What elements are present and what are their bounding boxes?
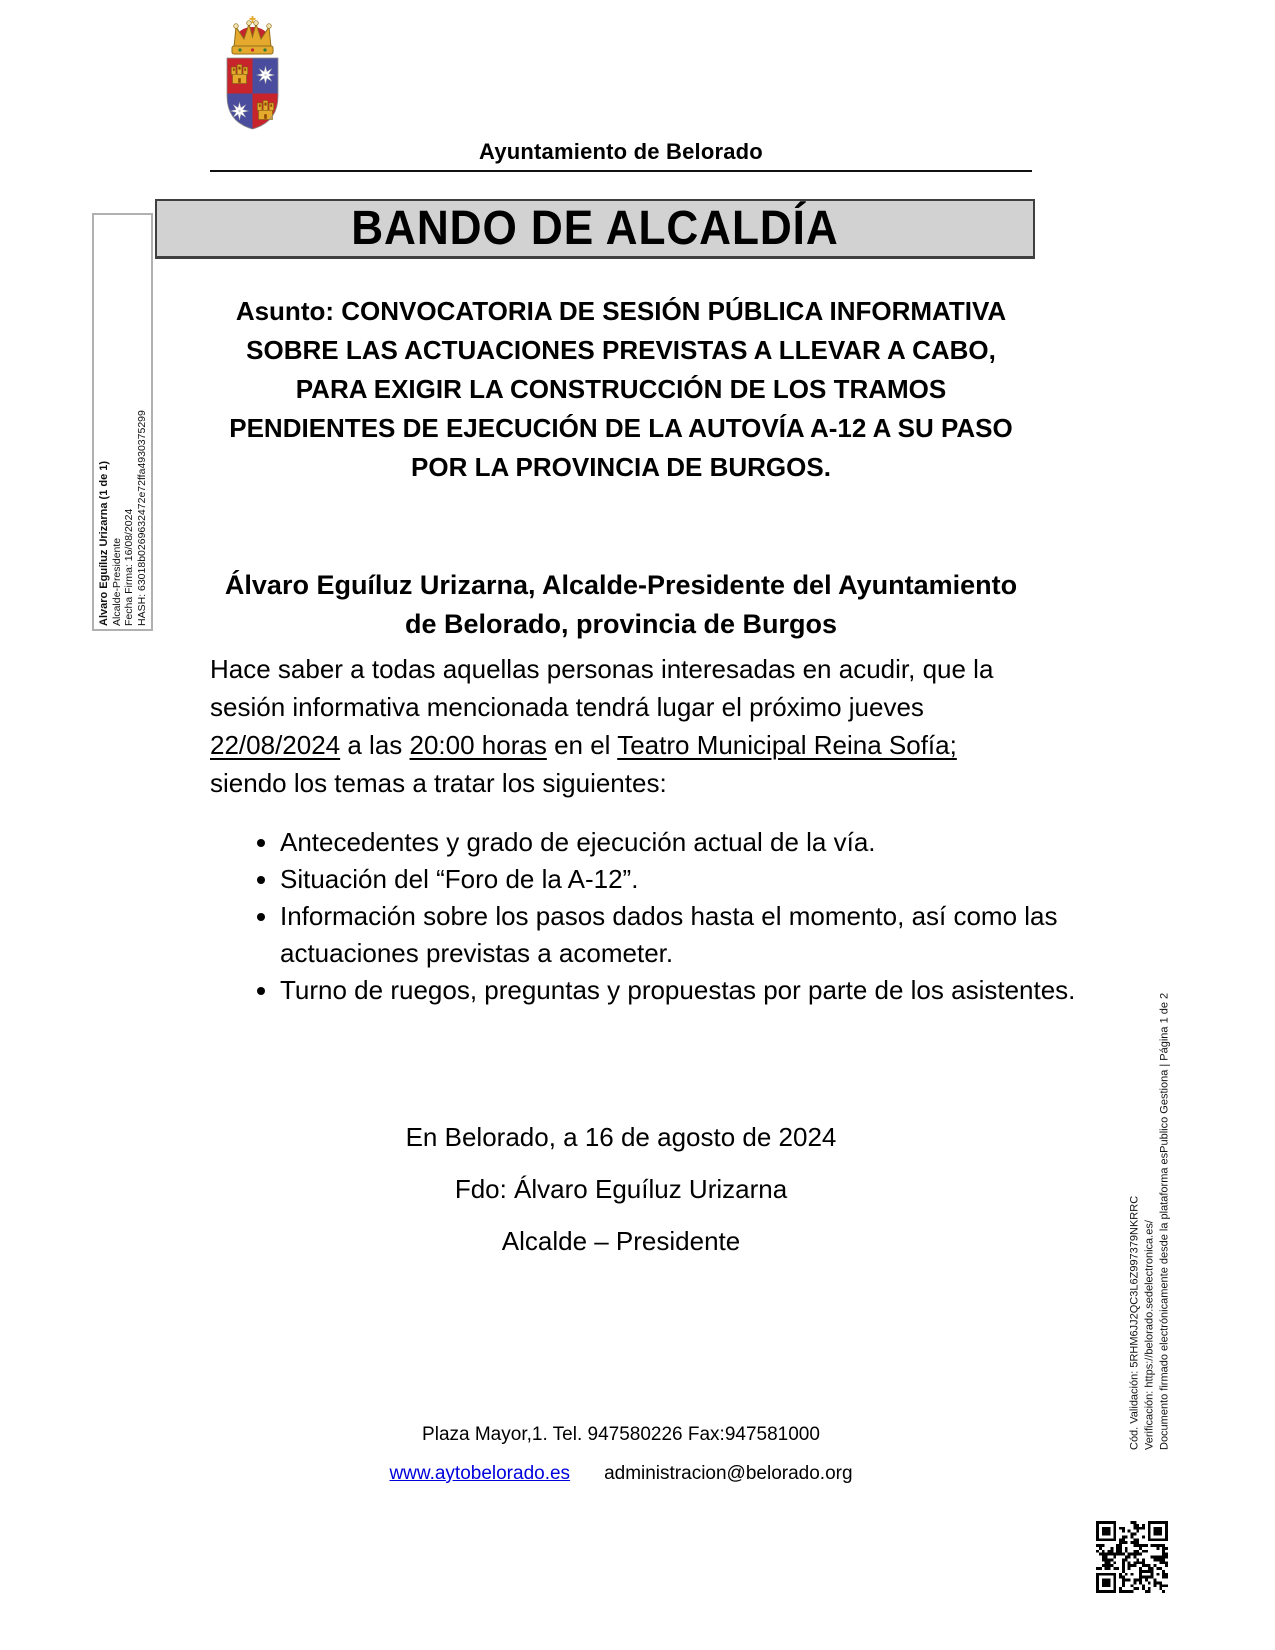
crown-icon: [232, 16, 273, 54]
agenda-item: • Antecedentes y grado de ejecución actual de la vía.: [280, 824, 1102, 861]
closing-signer-role: Alcalde – Presidente: [501, 1226, 741, 1256]
signature-stamp-text: [98, 218, 148, 626]
agenda-item: • Turno de ruegos, preguntas y propuestas por parte de los asistentes.: [280, 972, 1102, 1009]
header-rule: [210, 170, 1032, 172]
website-link[interactable]: www.aytobelorado.es: [389, 1463, 571, 1484]
stamp-signer-role: Alcalde-Presidente: [110, 537, 122, 626]
qr-code: [1096, 1521, 1168, 1593]
validation-strip: [1124, 992, 1176, 1452]
session-time: 20:00 horas: [409, 730, 547, 760]
subject-heading: Asunto: CONVOCATORIA DE SESIÓN PÚBLICA INFORMATIVA SOBRE LAS ACTUACIONES PREVISTAS A LLEVAR A CABO, PARA EXIGIR LA CONSTRUCCIÓN DE LOS TRAMOS PENDIENTES DE EJECUCIÓN DE LA AUTOVÍA A-12 A SU PASO POR LA PROVINCIA DE BURGOS.: [229, 296, 1013, 482]
coat-of-arms-icon: [219, 16, 286, 140]
stamp-signer-name: Alvaro Eguíluz Urizarna (1 de 1): [97, 460, 110, 626]
validation-url: Verificación: https://belorado.sedelectronica.es/: [1143, 1220, 1156, 1450]
intro-seg1: Hace saber a todas aquellas personas interesadas en acudir, que la sesión informativa mencionada tendrá lugar el próximo jueves: [210, 654, 994, 722]
banner-title-bar: [155, 199, 1035, 259]
validation-note: Documento firmado electrónicamente desde la plataforma esPublico Gestiona | Página 1 de 2: [1158, 992, 1171, 1450]
signature-stamp-box: [92, 213, 153, 631]
email-address: administracion@belorado.org: [604, 1463, 853, 1484]
closing-signed-by: Fdo: Álvaro Eguíluz Urizarna: [454, 1174, 788, 1204]
banner-title: BANDO DE ALCALDÍA: [351, 202, 839, 255]
intro-paragraph: [210, 650, 1032, 802]
issuer-heading: Álvaro Eguíluz Urizarna, Alcalde-Presidente del Ayuntamiento de Belorado, provincia de Burgos: [224, 570, 1018, 639]
agenda-list: [210, 824, 1102, 1009]
session-venue: Teatro Municipal Reina Sofía;: [617, 730, 957, 760]
intro-seg4: siendo los temas a tratar los siguientes:: [210, 768, 667, 798]
validation-code: Cód. Validación: 5RHM6JJ2QC3L6Z997379NKRRC: [1128, 1195, 1141, 1450]
agenda-item: • Situación del “Foro de la A-12”.: [280, 861, 1102, 898]
footer-address: Plaza Mayor,1. Tel. 947580226 Fax:947581000: [422, 1424, 820, 1445]
stamp-sign-date: Fecha Firma: 16/08/2024: [122, 508, 135, 626]
agenda-item: • Información sobre los pasos dados hasta el momento, así como las actuaciones previstas a acometer.: [280, 898, 1102, 972]
intro-seg3: en el: [546, 730, 618, 760]
session-date: 22/08/2024: [210, 730, 341, 760]
closing-place-date: En Belorado, a 16 de agosto de 2024: [405, 1122, 837, 1152]
org-name: Ayuntamiento de Belorado: [479, 139, 763, 164]
intro-seg2: a las: [340, 730, 410, 760]
footer-links: [210, 1463, 1032, 1485]
stamp-hash: HASH: 63018b0269632472e72ffa4930375299: [135, 410, 147, 626]
validation-strip-text: [1128, 992, 1173, 1450]
